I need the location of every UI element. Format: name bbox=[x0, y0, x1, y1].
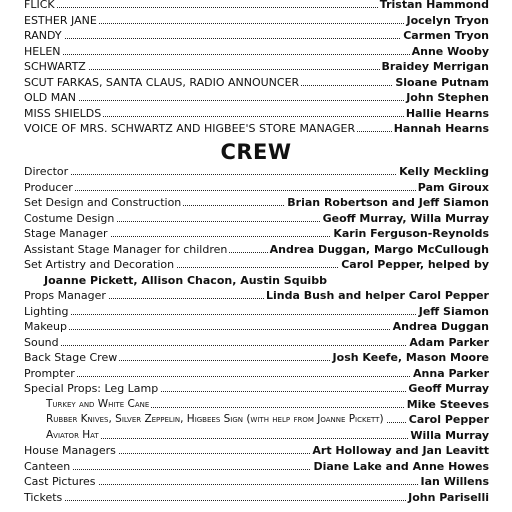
crew-row bbox=[0, 490, 512, 505]
cast-role: MISS SHIELDS bbox=[24, 106, 102, 120]
cast-row bbox=[0, 106, 512, 121]
crew-role: Costume Design bbox=[24, 211, 115, 225]
crew-role: Producer bbox=[24, 180, 73, 194]
crew-role: Turkey and White Cane bbox=[46, 397, 150, 410]
crew-role: Director bbox=[24, 165, 69, 178]
crew-name: Kelly Meckling bbox=[399, 165, 489, 178]
crew-name: Andrea Duggan bbox=[392, 320, 489, 333]
cast-role: SCHWARTZ bbox=[24, 60, 86, 73]
crew-row bbox=[0, 257, 512, 272]
crew-row bbox=[0, 474, 512, 489]
crew-row bbox=[0, 381, 512, 396]
crew-role: Stage Manager bbox=[24, 227, 108, 240]
crew-name: Geoff Murray bbox=[408, 382, 489, 395]
crew-row bbox=[0, 350, 512, 365]
cast-role: SCUT FARKAS, SANTA CLAUS, RADIO ANNOUNCER bbox=[24, 75, 300, 89]
cast-role: FLICK bbox=[24, 0, 57, 12]
crew-role: Set Artistry and Decoration bbox=[24, 258, 175, 271]
crew-name-continuation: Joanne Pickett, Allison Chacon, Austin Squibb bbox=[44, 273, 327, 287]
crew-row bbox=[0, 273, 512, 288]
cast-role: HELEN bbox=[24, 44, 61, 58]
cast-actor: Hallie Hearns bbox=[405, 106, 489, 120]
crew-role: Canteen bbox=[24, 459, 71, 473]
cast-role: VOICE OF MRS. SCHWARTZ AND HIGBEE'S STORE MANAGER bbox=[24, 122, 356, 135]
cast-actor: John Stephen bbox=[406, 91, 489, 104]
crew-row bbox=[0, 226, 512, 241]
cast-row bbox=[0, 13, 512, 28]
crew-row bbox=[0, 443, 512, 458]
crew-role: Tickets bbox=[24, 490, 63, 504]
crew-row bbox=[0, 428, 512, 443]
cast-row bbox=[0, 44, 512, 59]
crew-name: Pam Giroux bbox=[417, 180, 489, 194]
crew-row bbox=[0, 242, 512, 257]
crew-name: Willa Murray bbox=[410, 428, 489, 442]
cast-row bbox=[0, 59, 512, 74]
cast-role: ESTHER JANE bbox=[24, 13, 97, 27]
cast-actor: Braidey Merrigan bbox=[381, 60, 489, 73]
crew-row bbox=[0, 366, 512, 381]
cast-actor: Sloane Putnam bbox=[395, 75, 489, 89]
cast-actor: Jocelyn Tryon bbox=[406, 13, 489, 27]
crew-role: Cast Pictures bbox=[24, 475, 96, 488]
cast-actor: Anne Wooby bbox=[411, 44, 489, 58]
crew-name: Ian Willens bbox=[420, 475, 489, 488]
crew-heading: CREW bbox=[220, 140, 292, 164]
crew-role: Set Design and Construction bbox=[24, 196, 182, 209]
crew-row bbox=[0, 459, 512, 474]
cast-row bbox=[0, 0, 512, 12]
cast-row bbox=[0, 121, 512, 136]
crew-name: Andrea Duggan, Margo McCullough bbox=[269, 242, 489, 256]
crew-name: Karin Ferguson-Reynolds bbox=[333, 227, 489, 240]
cast-role: OLD MAN bbox=[24, 91, 76, 104]
crew-name: Art Holloway and Jan Leavitt bbox=[312, 444, 489, 457]
crew-row bbox=[0, 319, 512, 334]
crew-role: Props Manager bbox=[24, 289, 106, 302]
cast-role: RANDY bbox=[24, 29, 62, 42]
crew-name: Josh Keefe, Mason Moore bbox=[332, 351, 489, 364]
crew-name: Brian Robertson and Jeff Siamon bbox=[287, 196, 489, 209]
cast-actor: Carmen Tryon bbox=[403, 29, 489, 42]
crew-name: Diane Lake and Anne Howes bbox=[313, 459, 489, 473]
crew-role: Aviator Hat bbox=[46, 428, 99, 441]
crew-role: Special Props: Leg Lamp bbox=[24, 382, 159, 395]
crew-name: Jeff Siamon bbox=[418, 304, 489, 318]
crew-row bbox=[0, 211, 512, 226]
crew-name: Carol Pepper, helped by bbox=[341, 258, 489, 271]
crew-name: Anna Parker bbox=[413, 366, 489, 380]
crew-role: House Managers bbox=[24, 444, 116, 457]
crew-row bbox=[0, 304, 512, 319]
crew-row bbox=[0, 412, 512, 427]
crew-role: Assistant Stage Manager for children bbox=[24, 242, 228, 256]
cast-row bbox=[0, 75, 512, 90]
crew-name: Adam Parker bbox=[409, 335, 489, 349]
crew-row bbox=[0, 180, 512, 195]
crew-role: Rubber Knives, Silver Zeppelin, Higbees Sign (with help from Joanne Pickett) bbox=[46, 413, 384, 425]
crew-row bbox=[0, 335, 512, 350]
crew-role: Lighting bbox=[24, 304, 69, 318]
crew-name: John Pariselli bbox=[408, 490, 489, 504]
crew-role: Sound bbox=[24, 335, 59, 349]
crew-name: Linda Bush and helper Carol Pepper bbox=[265, 289, 489, 302]
crew-row bbox=[0, 397, 512, 412]
crew-name: Mike Steeves bbox=[406, 397, 489, 411]
crew-row bbox=[0, 195, 512, 210]
crew-row bbox=[0, 164, 512, 179]
crew-role: Makeup bbox=[24, 320, 67, 333]
cast-row bbox=[0, 90, 512, 105]
cast-row bbox=[0, 28, 512, 43]
crew-name: Geoff Murray, Willa Murray bbox=[322, 211, 489, 225]
crew-role: Prompter bbox=[24, 366, 75, 380]
crew-row bbox=[0, 288, 512, 303]
cast-actor: Hannah Hearns bbox=[393, 122, 489, 135]
crew-name: Carol Pepper bbox=[408, 413, 489, 426]
crew-role: Back Stage Crew bbox=[24, 351, 118, 364]
cast-actor: Tristan Hammond bbox=[378, 0, 489, 12]
